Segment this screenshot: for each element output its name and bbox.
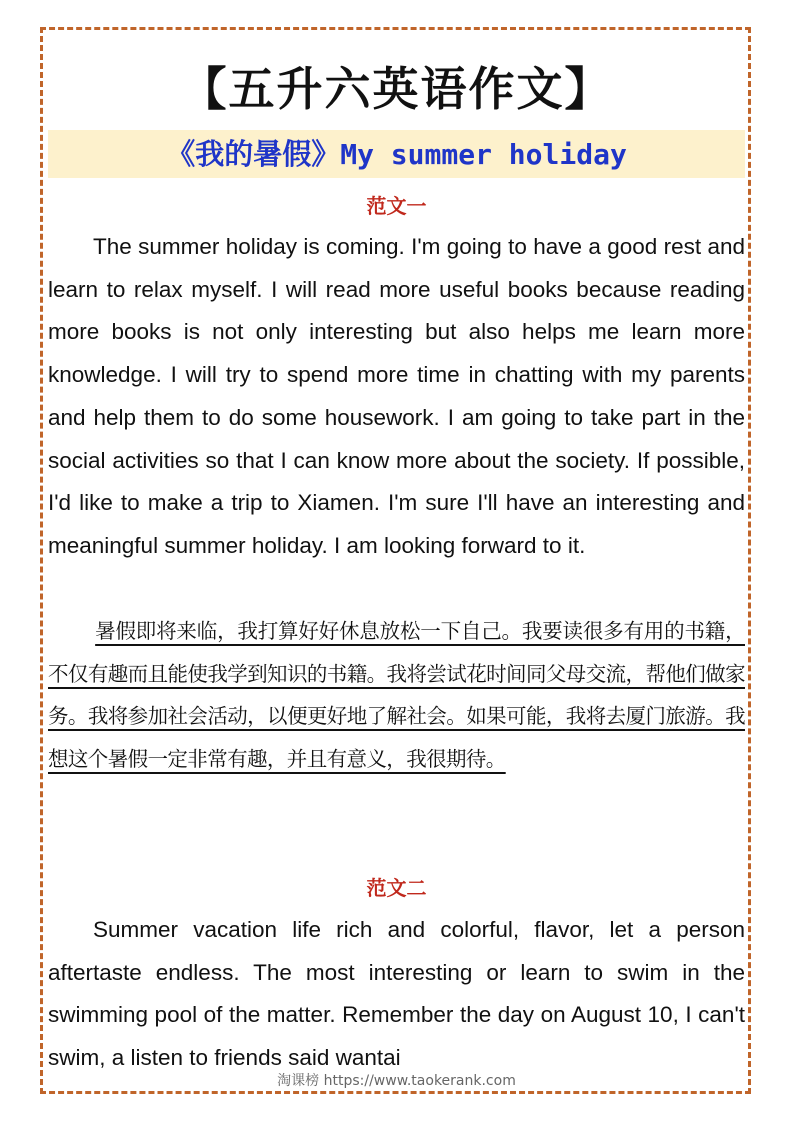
subtitle-english: My summer holiday — [340, 138, 627, 171]
essay2-heading: 范文二 — [366, 876, 427, 900]
essay2-english-text: Summer vacation life rich and colorful, flavor, let a person aftertaste endless. The most interesting or learn to swim in the swimming pool of the matter. Remember the day on August 10, I can't swim, a listen to friends said wantai — [48, 917, 745, 1071]
essay1-heading: 范文一 — [366, 194, 427, 218]
subtitle-chinese: 《我的暑假》 — [166, 137, 341, 171]
footer-watermark: 淘课榜 https://www.taokerank.com — [277, 1073, 516, 1089]
essay2-container — [48, 909, 745, 1077]
page-title: 【五升六英语作文】 — [180, 62, 613, 116]
essay1-chinese-translation: 暑假即将来临，我打算好好休息放松一下自己。我要读很多有用的书籍，不仅有趣而且能使我学到知识的书籍。我将尝试花时间同父母交流，帮他们做家务。我将参加社会活动，以便更好地了解社会。如果可能，我将去厦门旅游。我想这个暑假一定非常有趣，并且有意义，我很期待。 — [48, 619, 745, 772]
subtitle-banner — [48, 130, 745, 178]
essay1-english-text: The summer holiday is coming. I'm going to have a good rest and learn to relax myself. I will read more useful books because reading more books is not only interesting but also helps me learn more knowledge. I will try to spend more time in chatting with my parents and help them to do some housework. I am going to take part in the social activities so that I can know more about the society. If possible, I'd like to make a trip to Xiamen. I'm sure I'll have an interesting and meaningful summer holiday. I am looking forward to it. — [48, 234, 745, 558]
